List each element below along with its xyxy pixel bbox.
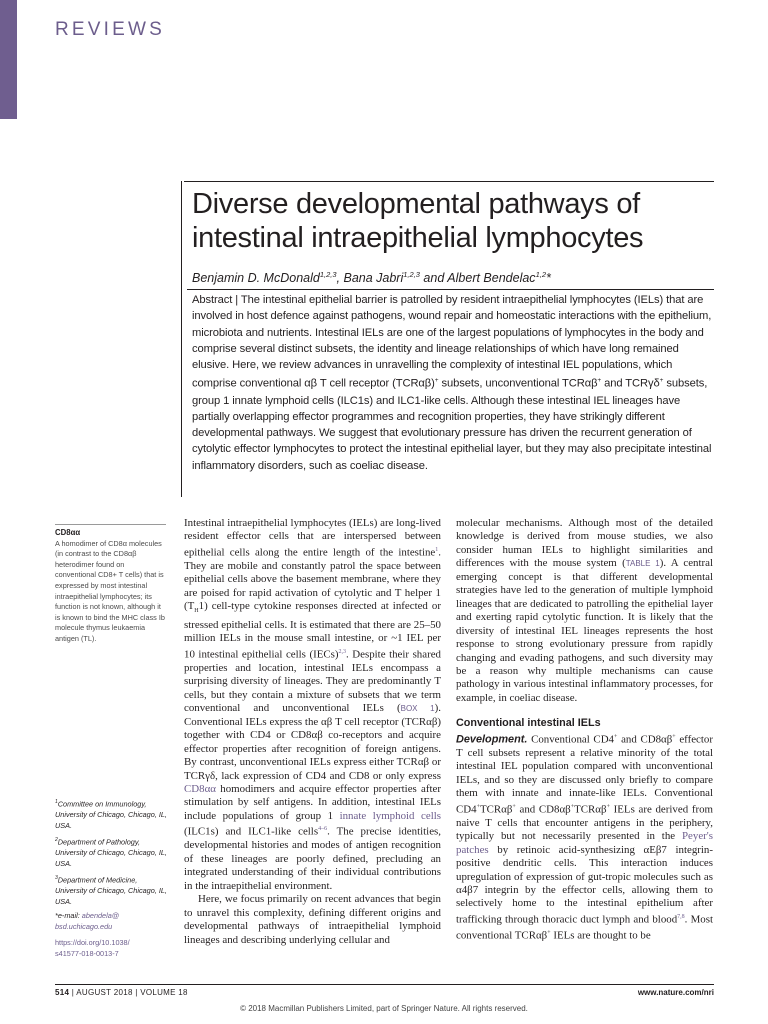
text: Intestinal intraepithelial lymphocytes (IELs) are long-lived resident effector cells that are interspersed between epithelial cells along the entire length of the intestine	[184, 517, 441, 559]
abstract-text: and TCRγδ	[601, 378, 660, 391]
issue-date: AUGUST 2018	[76, 988, 133, 997]
text: . Despite their shared properties and location, intestinal IELs encompass a surprising diversity of lineages. They are predominantly T cells, but they contain a mixture of subsets that we term conventional and unconventional IELs (	[184, 648, 441, 715]
superscript: +	[434, 377, 439, 385]
text: . The precise identities, developmental histories and modes of antigen recognition of these lineages are poorly defined, precluding an integrated understanding of their individual contributions in the intraepithelial environment.	[184, 826, 441, 892]
text: molecular mechanisms. Although most of the detailed knowledge is derived from mouse studies, we also consider human IELs to highlight similarities and differences with the mouse system (	[456, 517, 713, 570]
paragraph	[456, 517, 713, 705]
author-list: Benjamin D. McDonald$^{1,2,3}$, Bana Jabri$^{1,2,3}$ and Albert Bendelac$^{1,2}$*	[192, 270, 551, 286]
affil-text: Department of Pathology, University of Chicago, Chicago, IL, USA.	[55, 837, 167, 868]
glossary-entry	[55, 528, 165, 645]
section-label: REVIEWS	[55, 19, 166, 40]
abstract-text: The intestinal epithelial barrier is patrolled by resident intraepithelial lymphocytes (IELs) that are involved in host defence against pathogens, wound repair and homeostatic interactions with the epithelium, microbiota and nutrients. Intestinal IELs are one of the largest populations of lymphocytes in the body and comprise several distinct subsets, the identity and lineage relationships of which have long remained elusive. Here, we review advances in unravelling the complexity of intestinal IEL populations, which comprise conventional αβ T cell receptor (TCRαβ)	[192, 294, 712, 391]
author-name: Benjamin D. McDonald	[192, 271, 320, 286]
citation-link[interactable]: 4–6	[318, 826, 328, 833]
author-affil: 1,2,3	[319, 270, 337, 279]
affiliation	[55, 797, 170, 831]
glossary-link[interactable]: CD8αα	[184, 783, 216, 796]
text: by retinoic acid-synthesizing αEβ7 integrin-positive dendritic cells. This interaction induces upregulation of expression of gut-tropic molecules such as α4β7 integrin by the effector cells, allowing them to selectively home to the intestinal epithelium after trafficking through thoracic duct lymph and blood	[456, 843, 713, 926]
text: homodimers and acquire effector properties after stimulation by self antigens. In addition, intestinal IELs include populations of group 1	[184, 783, 441, 822]
table-link[interactable]: TABLE 1	[625, 559, 660, 569]
body-column-1	[184, 517, 441, 947]
affil-text: Committee on Immunology, University of Chicago, Chicago, IL, USA.	[55, 799, 167, 830]
superscript: +	[606, 803, 610, 810]
author-name: Albert Bendelac	[447, 271, 536, 286]
glossary-definition: A homodimer of CD8α molecules (in contrast to the CD8αβ heterodimer found on conventional CD8+ T cells) that is expressed by most intestinal intraepithelial lymphocytes; its function is not known, although it is known to bind the MHC class Ib molecule thymus leukaemia antigen (TL).	[55, 538, 165, 643]
abstract-text: subsets, unconventional TCRαβ	[438, 378, 598, 391]
authors-rule	[187, 289, 714, 290]
glossary-term: CD8αα	[55, 528, 81, 537]
copyright-notice: © 2018 Macmillan Publishers Limited, part of Springer Nature. All rights reserved.	[240, 1004, 528, 1013]
superscript: +	[672, 733, 676, 740]
corresponding-email	[55, 911, 170, 932]
subsection-heading: Development.	[456, 733, 528, 746]
citation-link[interactable]: 2,3	[338, 648, 346, 655]
citation-link[interactable]: 7,8	[677, 913, 685, 920]
text: and CD8αβ	[617, 733, 673, 746]
affil-num: 1	[55, 799, 58, 805]
text: Conventional CD4	[527, 733, 615, 746]
text: TCRαβ	[574, 803, 607, 816]
glossary-link[interactable]: Peyer's patches	[456, 830, 713, 856]
text: IELs are thought to be	[550, 929, 651, 942]
page-number: 514	[55, 988, 70, 997]
email-label: *e-mail:	[55, 911, 80, 920]
abstract-label: Abstract	[192, 294, 233, 306]
affil-num: 2	[55, 837, 58, 843]
paragraph	[456, 731, 713, 943]
title-rule	[184, 181, 714, 182]
affiliation	[55, 873, 170, 907]
author-affil: 1,2	[535, 270, 546, 279]
abstract-text: subsets, group 1 innate lymphoid cells (ILC1s) and ILC1-like cells. Although these intestinal IEL lineages have partially overlapping effector programmes and recognition properties, they have strikingly different developmental pathways. We suggest that evolutionary pressure has driven the recurrent generation of cytolytic effector lymphocytes to protect the intestinal epithelial layer, but they may also precipitate intestinal inflammatory disorders, such as coeliac disease.	[192, 378, 712, 472]
glossary-rule	[55, 524, 166, 525]
paragraph	[184, 517, 441, 893]
email-link[interactable]: abendela@ bsd.uchicago.edu	[55, 911, 120, 931]
superscript: +	[597, 377, 602, 385]
author-joiner: and	[423, 271, 445, 286]
superscript: +	[547, 930, 551, 937]
title-side-rule	[181, 181, 182, 497]
doi-link[interactable]: https://doi.org/10.1038/ s41577-018-0013-7	[55, 938, 130, 958]
volume: VOLUME 18	[140, 988, 188, 997]
subscript: H	[194, 608, 199, 615]
paragraph: Here, we focus primarily on recent advances that begin to unravel this complexity, defining different origins and developmental pathways of intraepithelial lymphoid lineages and describing underlying cellular and	[184, 893, 441, 946]
abstract: Abstract | The intestinal epithelial barrier is patrolled by resident intraepithelial lymphocytes (IELs) that are involved in host defence against pathogens, wound repair and homeostatic interactions with the epithelium, microbiota and nutrients. Intestinal IELs are one of the largest populations of lymphocytes in the body and comprise several distinct subsets, the identity and lineage relationships of which have long remained elusive. Here, we review advances in unravelling the complexity of intestinal IEL populations, which comprise conventional αβ T cell receptor (TCRαβ)+ subsets, unconventional TCRαβ+ and TCRγδ+ subsets, group 1 innate lymphoid cells (ILC1s) and ILC1-like cells. Although these intestinal IEL lineages have partially overlapping effector programmes and recognition properties, they have strikingly different developmental pathways. We suggest that evolutionary pressure has driven the recurrent generation of cytolytic effector lymphocytes to protect the intestinal epithelial layer, but they may also precipitate intestinal inflammatory disorders, such as coeliac disease.	[192, 294, 712, 472]
text: . They are mobile and constantly patrol the space between epithelial cells above the basement membrane, where they are poised for rapid activation of cytolytic and T helper 1 (T	[184, 546, 441, 613]
section-accent-bar	[0, 0, 17, 119]
text: TCRαβ	[479, 803, 513, 816]
affil-num: 3	[55, 875, 58, 881]
footer-issue-info: 514 | AUGUST 2018 | VOLUME 18	[55, 988, 188, 997]
text: (ILC1s) and ILC1-like cells	[184, 826, 319, 839]
affil-text: Department of Medicine, University of Chicago, Chicago, IL, USA.	[55, 875, 167, 906]
section-heading: Conventional intestinal IELs	[456, 717, 601, 730]
text: and CD8αβ	[515, 803, 571, 816]
box-link[interactable]: BOX 1	[400, 704, 435, 714]
superscript: +	[476, 803, 480, 810]
body-column-2	[456, 517, 713, 943]
text: . Most conventional TCRαβ	[456, 913, 713, 942]
text: IELs are derived from naive T cells that encounter antigens in the periphery, typically but not necessarily presented in the	[456, 803, 713, 843]
text: ). Conventional IELs express the αβ T cell receptor (TCRαβ) together with CD4 or CD8αβ co-receptors and acquire effector properties after recognition of foreign antigens. By contrast, unconventional IELs express either TCRαβ or TCRγδ, lack expression of CD4 and CD8 or only express	[184, 702, 441, 782]
corresponding-mark: *	[546, 271, 551, 286]
text: 1) cell-type cytokine responses directed at infected or stressed epithelial cells. It is estimated that there are 25–50 million IELs in the mouse small intestine, or ~1 IEL per 10 intestinal epithelial cells (IECs)	[184, 600, 441, 661]
author-name: Bana Jabri	[343, 271, 404, 286]
superscript: +	[570, 803, 575, 810]
superscript: +	[614, 733, 618, 740]
author-affil: 1,2,3	[403, 270, 420, 279]
citation-link[interactable]: 1	[435, 546, 439, 553]
affiliation	[55, 835, 170, 869]
text: ). A central emerging concept is that different developmental strategies have led to the generation of multiple lymphoid lineages that are dedicated to patrolling the epithelial layer and exerting rapid cytolytic function. It is likely that the diversity of intestinal IEL lineages represents the host response to strong evolutionary pressure from rapidly changing and evading pathogens, and such diversity may be a reason why multiple mechanisms can cause pathology in various intestinal inflammatory processes, for example, in coeliac disease.	[456, 557, 713, 704]
footer-rule	[55, 984, 714, 985]
glossary-link[interactable]: innate lymphoid cells	[339, 809, 442, 822]
superscript: +	[512, 803, 516, 810]
superscript: +	[659, 377, 664, 385]
article-title: Diverse developmental pathways of intestinal intraepithelial lymphocytes	[192, 188, 644, 254]
text: effector T cell subsets represent a relative minority of the total intestinal IEL population compared with unconventional IELs, and so they are discussed only briefly to compare them with innate and innate-like IELs. Conventional CD4	[456, 733, 713, 816]
journal-url[interactable]: www.nature.com/nri	[637, 988, 714, 997]
